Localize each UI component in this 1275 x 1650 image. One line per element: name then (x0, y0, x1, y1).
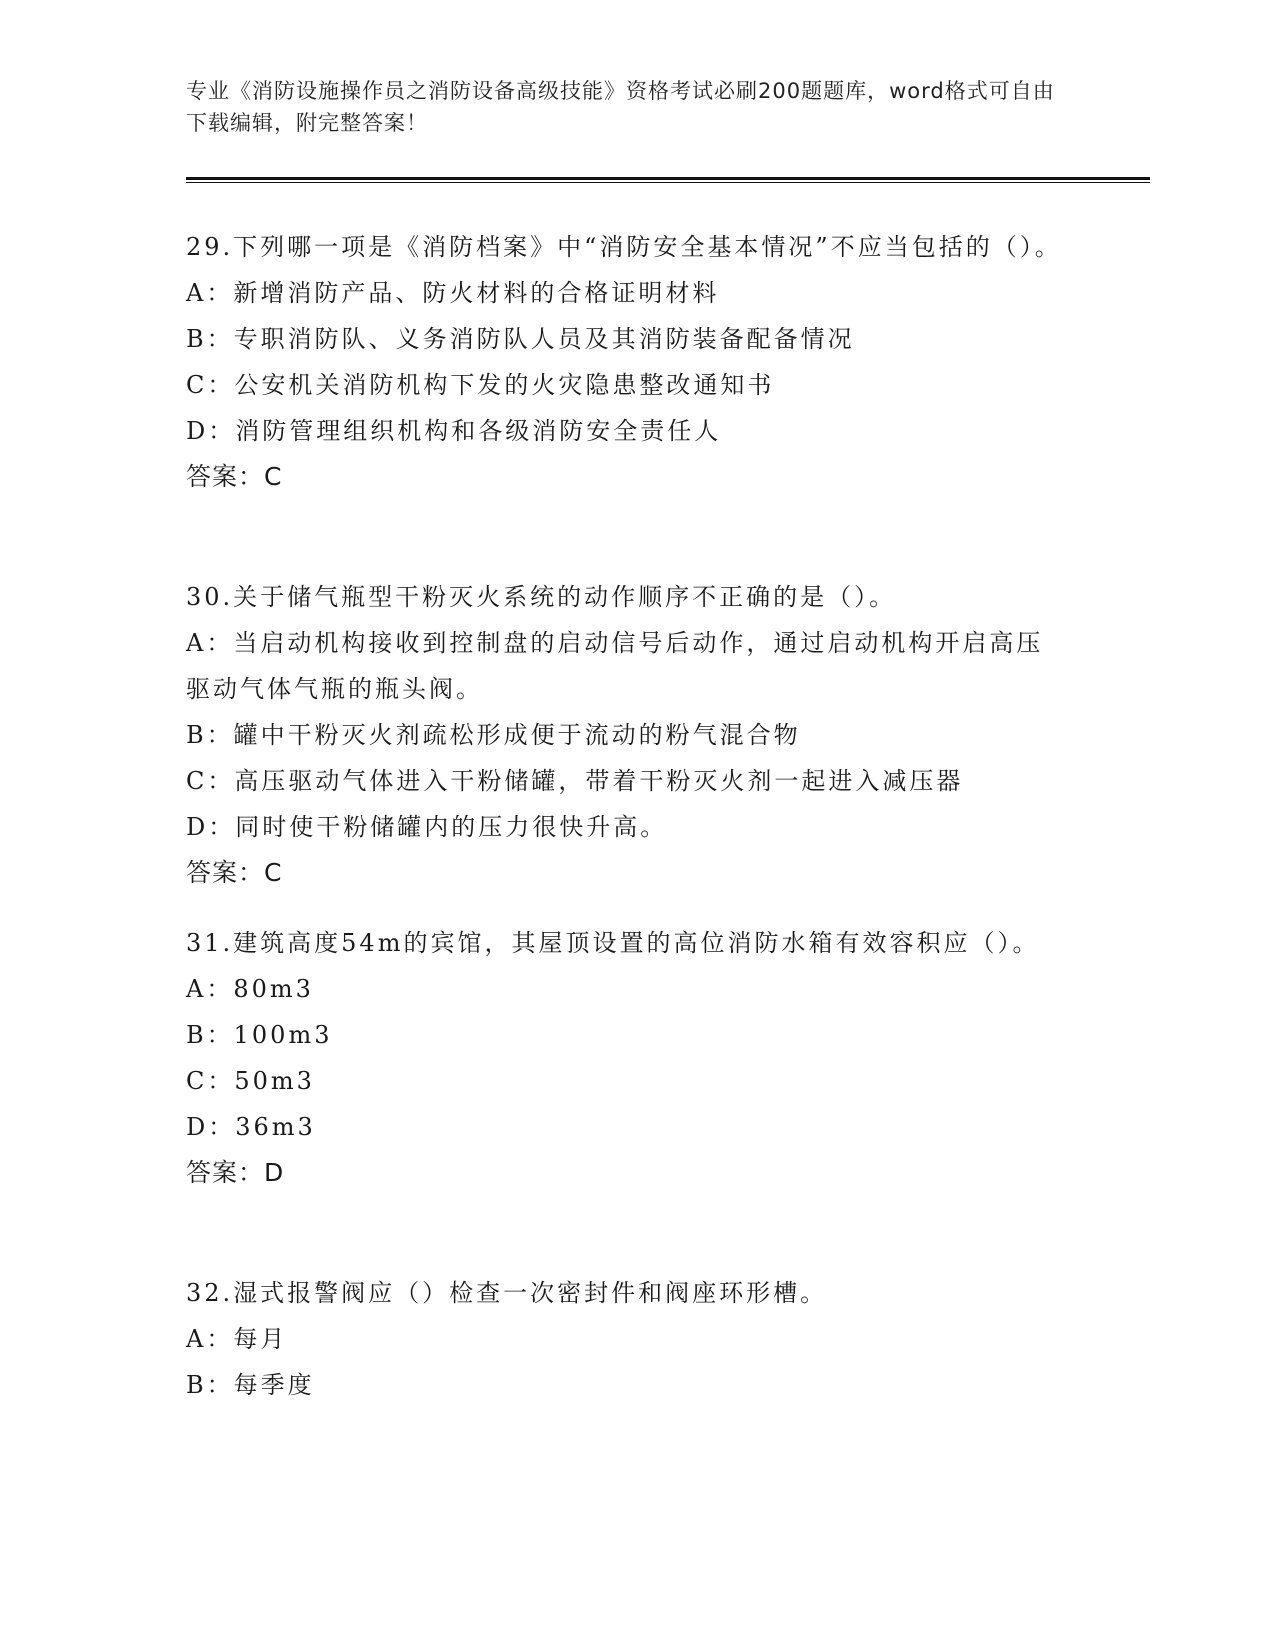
header-divider-thin (186, 182, 1150, 183)
option-b: B：专职消防队、义务消防队人员及其消防装备配备情况 (186, 325, 855, 353)
question-stem: 30.关于储气瓶型干粉灭火系统的动作顺序不正确的是（）。 (186, 583, 897, 611)
option-b: B：罐中干粉灭火剂疏松形成便于流动的粉气混合物 (186, 721, 801, 749)
question-32 (186, 1270, 1066, 1408)
option-c: C：50m3 (186, 1067, 315, 1095)
question-stem: 32.湿式报警阀应（）检查一次密封件和阀座环形槽。 (186, 1279, 828, 1307)
option-a: A：80m3 (186, 975, 314, 1003)
option-b: B：100m3 (186, 1021, 333, 1049)
option-b: B：每季度 (186, 1371, 315, 1399)
question-29 (186, 224, 1066, 500)
answer: 答案：C (186, 858, 283, 887)
document-header: 专业《消防设施操作员之消防设备高级技能》资格考试必刷200题题库，word格式可自由下载编辑，附完整答案！ (186, 79, 1055, 135)
header-divider-thick (186, 177, 1150, 180)
answer: 答案：D (186, 1158, 285, 1187)
option-c: C：高压驱动气体进入干粉储罐，带着干粉灭火剂一起进入减压器 (186, 767, 964, 795)
option-d: D：36m3 (186, 1113, 316, 1141)
answer: 答案：C (186, 462, 283, 491)
option-a: A：每月 (186, 1325, 288, 1353)
option-a: A：新增消防产品、防火材料的合格证明材料 (186, 279, 720, 307)
option-d: D：消防管理组织机构和各级消防安全责任人 (186, 417, 722, 445)
option-d: D：同时使干粉储罐内的压力很快升高。 (186, 813, 668, 841)
question-31 (186, 920, 1066, 1196)
question-30 (186, 574, 1066, 896)
option-c: C：公安机关消防机构下发的火灾隐患整改通知书 (186, 371, 775, 399)
question-stem: 31.建筑高度54m的宾馆，其屋顶设置的高位消防水箱有效容积应（）。 (186, 929, 1040, 957)
question-stem: 29.下列哪一项是《消防档案》中“消防安全基本情况”不应当包括的（）。 (186, 233, 1062, 261)
option-a: A：当启动机构接收到控制盘的启动信号后动作，通过启动机构开启高压驱动气体气瓶的瓶头阀。 (186, 629, 1044, 703)
